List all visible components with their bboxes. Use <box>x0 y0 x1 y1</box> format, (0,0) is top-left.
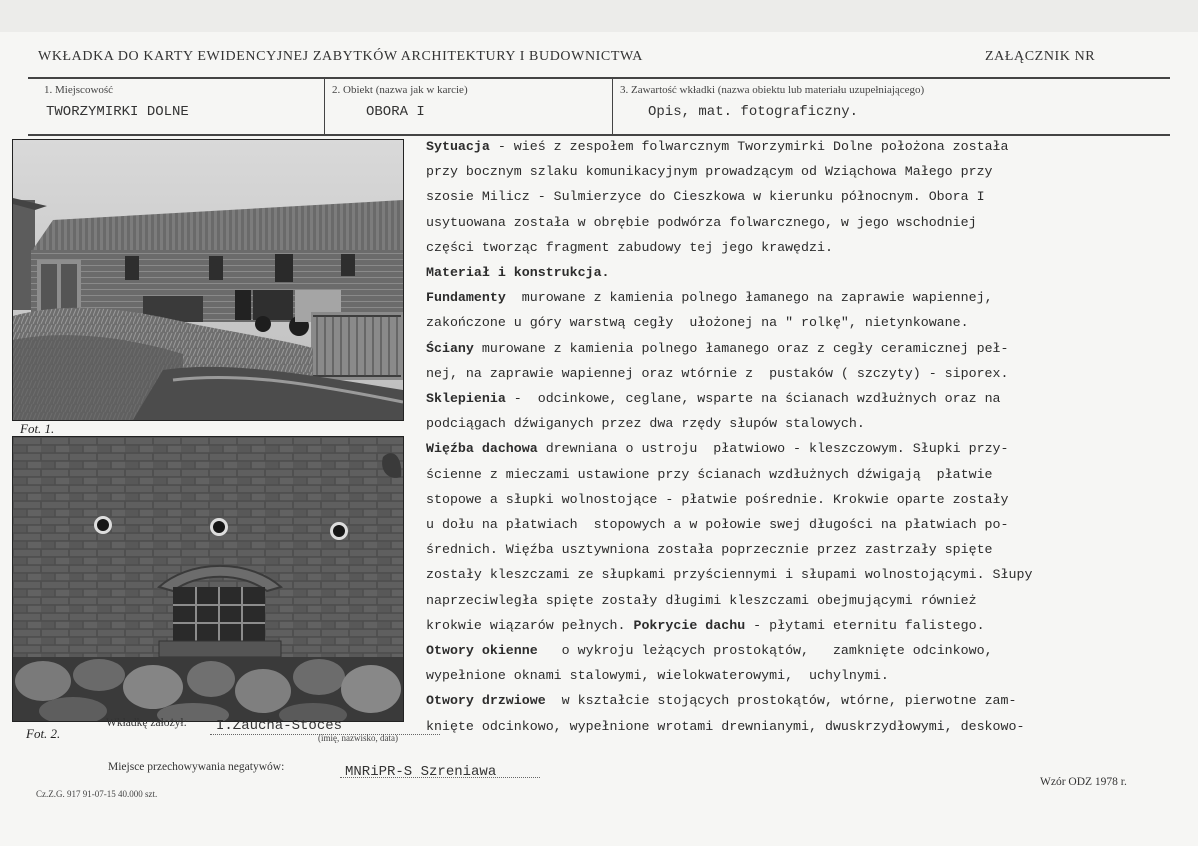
description-segment: krokwie wiązarów pełnych. <box>426 617 634 633</box>
description-line <box>426 310 1188 335</box>
description-heading: Sklepienia <box>426 391 506 407</box>
description-heading: Otwory drzwiowe <box>426 693 546 709</box>
description-line <box>426 714 1188 739</box>
field-divider-1 <box>324 78 325 135</box>
description-line <box>426 411 1188 436</box>
description-line <box>426 336 1188 361</box>
description-segment: szosie Milicz - Sulmierzyce do Cieszkowa w kierunku północnym. Obora I <box>426 189 985 205</box>
photo-2-caption: Fot. 2. <box>26 726 61 741</box>
top-band <box>0 0 1198 32</box>
description-line <box>426 386 1188 411</box>
description-heading: Materiał i konstrukcja. <box>426 265 610 281</box>
description-line <box>426 361 1188 386</box>
description-segment: - płytami eternitu falistego. <box>745 617 985 633</box>
content-value: Opis, mat. fotograficzny. <box>648 104 859 120</box>
description-segment: naprzeciwległa spięte zostały długimi kleszczami obejmującymi również <box>426 592 977 608</box>
description-line <box>426 134 1188 159</box>
description-text <box>426 134 1188 739</box>
description-line <box>426 159 1188 184</box>
description-segment: przy bocznym szlaku komunikacyjnym prowadzącym od Wziąchowa Małego przy <box>426 164 993 180</box>
description-segment: podciągach dźwiganych przez dwa rzędy słupów stalowych. <box>426 416 865 432</box>
header-rule-top <box>28 77 1170 79</box>
description-segment: nej, na zaprawie wapiennej oraz wtórnie z pustaków ( szczyty) - siporex. <box>426 365 1009 381</box>
description-segment: średnich. Więźba usztywniona została poprzecznie przez zastrzały spięte <box>426 542 993 558</box>
form-id: Wzór ODZ 1978 r. <box>1040 776 1127 788</box>
description-line <box>426 235 1188 260</box>
author-label: Wkładkę założył: <box>106 717 187 729</box>
print-info: Cz.Z.G. 917 91-07-15 40.000 szt. <box>36 789 158 799</box>
description-segment: w kształcie stojących prostokątów, wtórne, pierwotne zam- <box>545 693 1017 709</box>
form-title: WKŁADKA DO KARTY EWIDENCYJNEJ ZABYTKÓW ARCHITEKTURY I BUDOWNICTWA <box>38 49 643 64</box>
description-segment: - wieś z zespołem folwarcznym Tworzymirki Dolne położona została <box>489 139 1009 154</box>
description-segment: wypełnione oknami stalowymi, wielokwaterowymi, uchylnymi. <box>426 668 889 684</box>
description-segment: stopowe a słupki wolnostojące - płatwie pośrednie. Krokwie oparte zostały <box>426 491 1009 507</box>
description-line <box>426 688 1188 713</box>
description-line <box>426 436 1188 461</box>
object-label: 2. Obiekt (nazwa jak w karcie) <box>332 84 468 96</box>
description-segment: knięte odcinkowo, wypełnione wrotami drewnianymi, dwuskrzydłowymi, deskowo- <box>426 718 1025 734</box>
author-value: I.Zaucha-Stoces <box>216 718 343 734</box>
description-segment: ścienne z mieczami ustawione przy ścianach wzdłużnych dźwigają płatwie <box>426 466 993 482</box>
description-segment: murowane z kamienia polnego łamanego na zaprawie wapiennej, <box>505 290 993 306</box>
description-segment: - odcinkowe, ceglane, wsparte na ścianach wzdłużnych oraz na <box>505 391 1001 407</box>
description-segment: zakończone u góry warstwą cegły ułożonej na " rolkę", nietynkowane. <box>426 315 969 331</box>
object-value: OBORA I <box>366 104 425 120</box>
description-segment: zostały kleszczami ze słupkami przyściennymi i słupami wolnostojącymi. Słupy <box>426 567 1033 583</box>
description-segment: murowane z kamienia polnego łamanego oraz z cegły ceramicznej peł- <box>473 340 1009 356</box>
description-heading: Fundamenty <box>426 290 506 306</box>
description-heading: Sytuacja <box>426 139 490 154</box>
description-line <box>426 260 1188 285</box>
annex-label: ZAŁĄCZNIK NR <box>985 49 1096 64</box>
description-heading: Ściany <box>426 340 474 356</box>
description-line <box>426 588 1188 613</box>
locality-value: TWORZYMIRKI DOLNE <box>46 104 189 120</box>
description-line <box>426 638 1188 663</box>
description-line <box>426 562 1188 587</box>
description-line <box>426 462 1188 487</box>
description-line <box>426 663 1188 688</box>
description-line <box>426 210 1188 235</box>
description-line <box>426 184 1188 209</box>
wall-image <box>13 437 403 721</box>
negatives-line <box>340 777 540 778</box>
locality-label: 1. Miejscowość <box>44 84 114 96</box>
description-heading: Więźba dachowa <box>426 441 538 457</box>
description-segment: u dołu na płatwiach stopowych a w połowie swej długości na płatwiach po- <box>426 517 1009 533</box>
negatives-label: Miejsce przechowywania negatywów: <box>108 761 285 773</box>
photo-2-wall <box>12 436 404 722</box>
description-heading: Pokrycie dachu <box>633 617 746 633</box>
description-segment: usytuowana została w obrębie podwórza folwarcznego, w jego wschodniej <box>426 214 977 230</box>
description-line <box>426 512 1188 537</box>
description-line <box>426 285 1188 310</box>
description-segment: o wykroju leżących prostokątów, zamknięte odcinkowo, <box>537 643 993 659</box>
description-segment: drewniana o ustroju płatwiowo - kleszczowym. Słupki przy- <box>537 441 1009 457</box>
description-line <box>426 487 1188 512</box>
photo-1-barn <box>12 139 404 421</box>
description-heading: Otwory okienne <box>426 643 538 659</box>
barn-image <box>13 140 403 420</box>
photo-1-caption: Fot. 1. <box>20 421 55 436</box>
field-divider-2 <box>612 78 613 135</box>
author-hint: (imię, nazwisko, data) <box>318 733 398 743</box>
negatives-value: MNRiPR-S Szreniawa <box>345 764 497 780</box>
description-segment: części tworząc fragment zabudowy tej jego krawędzi. <box>426 239 833 255</box>
description-line <box>426 537 1188 562</box>
description-line <box>426 613 1188 638</box>
content-label: 3. Zawartość wkładki (nazwa obiektu lub materiału uzupełniającego) <box>620 84 925 96</box>
